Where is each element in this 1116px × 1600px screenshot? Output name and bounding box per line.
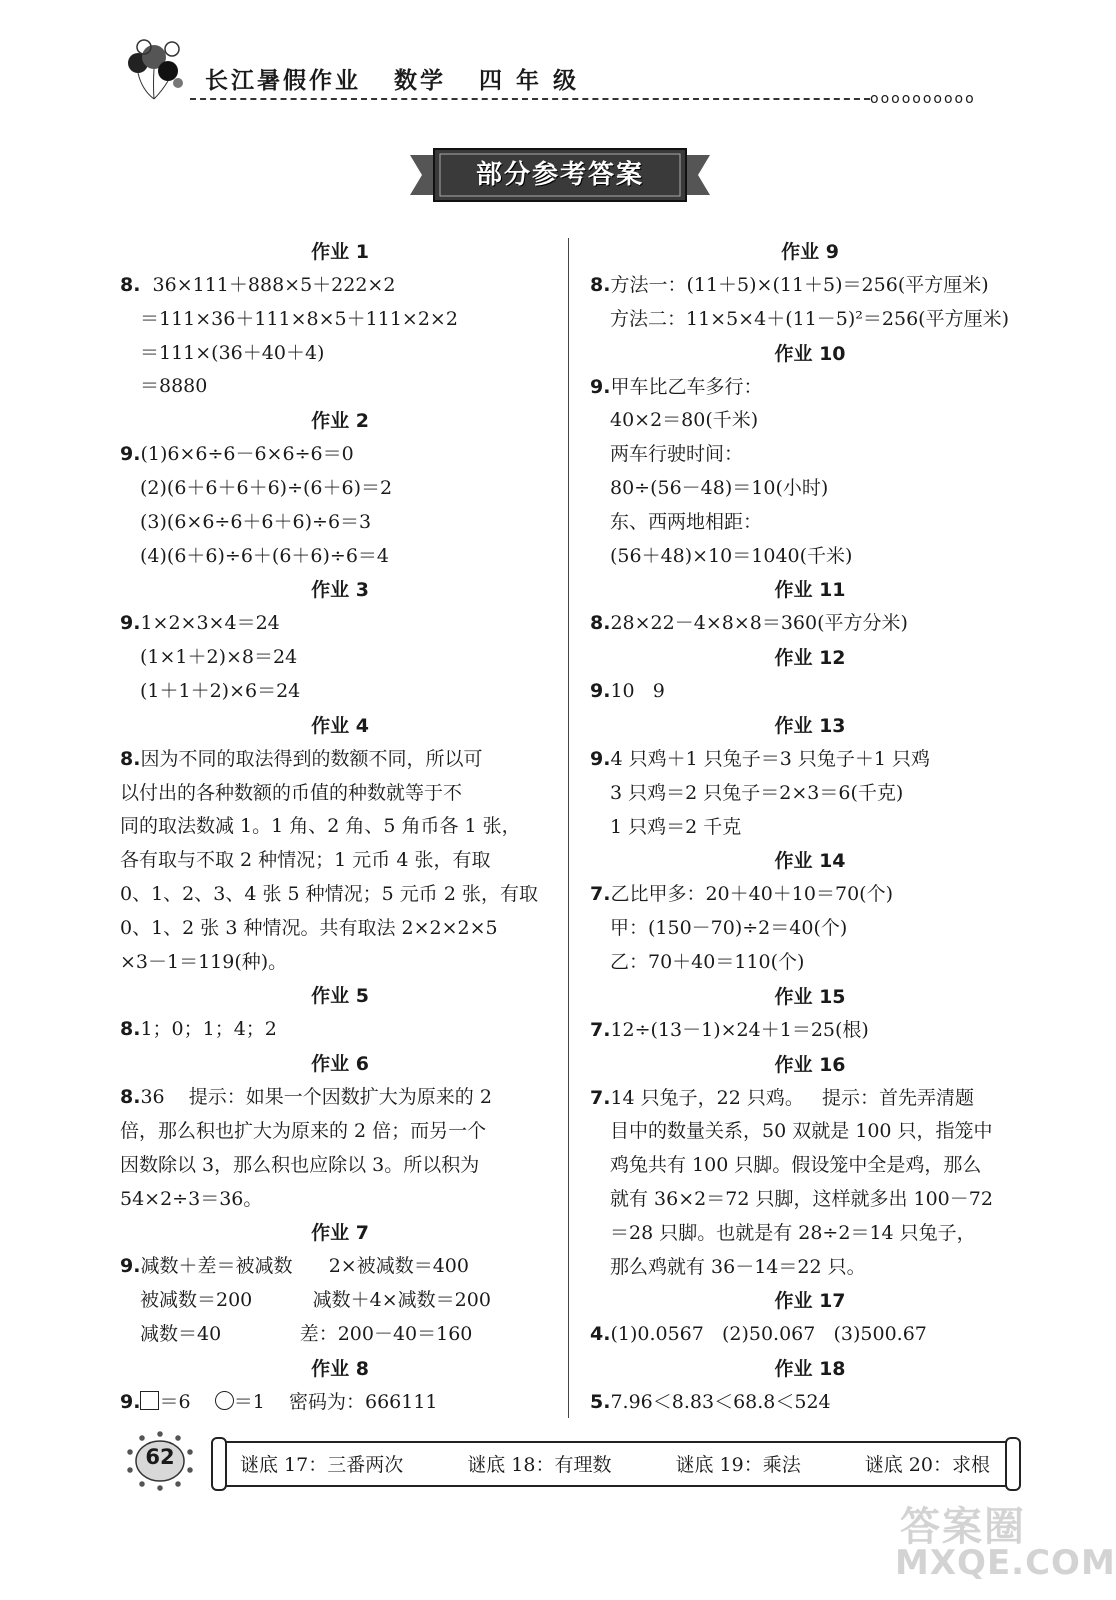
watermark (890, 1495, 1116, 1595)
question-number: 9. (590, 680, 611, 703)
section-title: 作业 10 (774, 342, 846, 365)
question-number: 8. (590, 612, 611, 635)
answer-line (120, 438, 560, 472)
question-number: 9. (120, 1390, 141, 1413)
column-divider (568, 238, 569, 1418)
header-title (205, 62, 601, 95)
answer-text: 10 9 (610, 680, 665, 703)
answer-text: 4 只鸡＋1 只兔子＝3 只兔子＋1 只鸡 (610, 747, 930, 770)
series-name: 长江暑假作业 (205, 68, 361, 94)
answer-line: 80÷(56－48)＝10(小时) (610, 476, 829, 499)
header-divider (190, 98, 870, 100)
answer-line (120, 269, 560, 303)
section-title: 作业 14 (774, 850, 846, 873)
answer-line (590, 878, 1030, 912)
grade-name: 四 年 级 (479, 68, 580, 94)
question-number: 5. (590, 1391, 611, 1414)
answer-line: ＝111×(36＋40＋4) (140, 341, 325, 364)
question-number: 8. (590, 274, 611, 296)
answer-line (590, 607, 1030, 641)
answer-line (120, 1250, 560, 1284)
question-number: 7. (590, 1086, 611, 1109)
answer-text: 因为不同的取法得到的数额不同，所以可 (140, 747, 483, 770)
watermark-logo: 答案圈 (900, 1504, 1026, 1550)
answer-line: 两车行驶时间： (610, 443, 744, 466)
question-number: 9. (590, 375, 611, 398)
answer-line: 同的取法数减 1。1 角、2 角、5 角币各 1 张， (120, 815, 521, 838)
answer-line: ×3－1＝119(种)。 (120, 950, 288, 973)
answer-line: 因数除以 3，那么积也应除以 3。所以积为 (120, 1153, 480, 1176)
answer-line: ＝111×36＋111×8×5＋111×2×2 (140, 307, 458, 330)
answer-line: (56＋48)×10＝1040(千米) (610, 544, 853, 567)
question-number: 8. (120, 274, 141, 296)
answer-line (590, 1386, 1030, 1420)
answer-text: (1)6×6÷6－6×6÷6＝0 (140, 443, 354, 466)
answer-line: 方法二：11×5×4＋(11－5)²＝256(平方厘米) (610, 307, 1009, 330)
answer-text: 7.96＜8.83＜68.8＜524 (610, 1391, 831, 1414)
question-number: 8. (120, 747, 141, 770)
watermark-url: MXQE.COM (895, 1543, 1116, 1583)
answer-line (120, 607, 560, 641)
balloons-logo-icon (120, 35, 200, 105)
question-number: 4. (590, 1323, 611, 1346)
answer-text: 28×22－4×8×8＝360(平方分米) (610, 612, 908, 635)
square-value: ＝6 (159, 1390, 191, 1413)
answer-line (590, 1318, 1030, 1352)
answer-line: 东、西两地相距： (610, 510, 763, 533)
answer-line: 0、1、2 张 3 种情况。共有取法 2×2×2×5 (120, 916, 498, 939)
question-number: 9. (120, 443, 141, 466)
answer-text: 1×2×3×4＝24 (140, 612, 280, 635)
section-title: 作业 18 (774, 1358, 846, 1381)
title-banner (410, 147, 710, 203)
answer-line: (1×1＋2)×8＝24 (140, 646, 298, 669)
section-title: 作业 9 (781, 241, 839, 263)
section-title: 作业 2 (311, 410, 369, 433)
answer-line: 被减数＝200 减数＋4×减数＝200 (140, 1289, 491, 1312)
answer-line (120, 1386, 560, 1420)
answer-line: 40×2＝80(千米) (610, 409, 759, 432)
section-title: 作业 8 (311, 1357, 369, 1380)
section-title: 作业 16 (774, 1053, 846, 1076)
answer-line: 减数＝40 差：200－40＝160 (140, 1322, 473, 1345)
answer-line: 目中的数量关系，50 双就是 100 只，指笼中 (610, 1120, 993, 1143)
answer-line: 0、1、2、3、4 张 5 种情况；5 元币 2 张，有取 (120, 882, 538, 905)
answer-line: 3 只鸡＝2 只兔子＝2×3＝6(千克) (610, 781, 904, 804)
answer-line (590, 675, 1030, 709)
question-number: 8. (120, 1018, 141, 1041)
answer-line: 鸡兔共有 100 只脚。假设笼中全是鸡，那么 (610, 1154, 982, 1177)
header-dots: oooooooooo (870, 91, 976, 107)
section-title: 作业 1 (311, 241, 369, 263)
banner-title: 部分参考答案 (475, 160, 644, 190)
answer-line: 以付出的各种数额的币值的种数就等于不 (120, 781, 463, 804)
answer-line: 倍，那么积也扩大为原来的 2 倍；而另一个 (120, 1119, 487, 1142)
answer-text: 14 只兔子，22 只鸡。 提示：首先弄清题 (610, 1086, 975, 1109)
square-symbol-icon (140, 1391, 159, 1410)
riddle-20: 谜底 20：求根 (864, 1454, 990, 1476)
answer-line: (2)(6＋6＋6＋6)÷(6＋6)＝2 (140, 476, 393, 499)
answer-line: 就有 36×2＝72 只脚，这样就多出 100－72 (610, 1187, 993, 1210)
question-number: 8. (120, 1086, 141, 1109)
section-title: 作业 6 (311, 1053, 369, 1076)
answer-text: 1；0；1；4；2 (140, 1018, 277, 1041)
section-title: 作业 12 (774, 647, 846, 670)
question-number: 7. (590, 1018, 611, 1041)
riddle-answers (240, 1450, 990, 1480)
answer-line: (4)(6＋6)÷6＋(6＋6)÷6＝4 (140, 544, 390, 567)
answer-line: 那么鸡就有 36－14＝22 只。 (610, 1255, 866, 1278)
answer-line: (1＋1＋2)×6＝24 (140, 679, 301, 702)
answer-line: 甲：(150－70)÷2＝40(个) (610, 917, 848, 940)
answer-text: 方法一：(11＋5)×(11＋5)＝256(平方厘米) (610, 274, 989, 296)
page-number: 62 (145, 1445, 175, 1469)
section-title: 作业 15 (774, 985, 846, 1008)
question-number: 9. (120, 1255, 141, 1278)
circle-value: ＝1 (233, 1390, 265, 1413)
question-number: 9. (590, 747, 611, 770)
answer-line: 54×2÷3＝36。 (120, 1187, 263, 1210)
answer-text: 乙比甲多：20＋40＋10＝70(个) (610, 883, 893, 906)
section-title: 作业 13 (774, 714, 846, 737)
answer-line (120, 743, 560, 777)
answer-line (590, 743, 1030, 777)
left-column (120, 235, 560, 1420)
riddle-19: 谜底 19：乘法 (675, 1454, 801, 1476)
answer-text: 36×111＋888×5＋222×2 (140, 274, 396, 296)
answer-line: 乙：70＋40＝110(个) (610, 950, 805, 973)
answer-line (590, 269, 1030, 303)
page-header (0, 0, 1073, 125)
riddle-17: 谜底 17：三番两次 (240, 1454, 404, 1476)
answer-text: (1)0.0567 (2)50.067 (3)500.67 (610, 1323, 927, 1346)
section-title: 作业 17 (774, 1290, 846, 1313)
section-title: 作业 3 (311, 579, 369, 602)
answer-text: 甲车比乙车多行： (610, 375, 763, 398)
answer-line: ＝28 只脚。也就是有 28÷2＝14 只兔子， (610, 1221, 976, 1244)
answer-line: 各有取与不取 2 种情况；1 元币 4 张，有取 (120, 849, 491, 872)
riddle-18: 谜底 18：有理数 (467, 1454, 612, 1476)
answer-line (120, 1081, 560, 1115)
answer-line (120, 1013, 560, 1047)
answer-line (590, 1082, 1030, 1116)
answer-text: 12÷(13－1)×24＋1＝25(根) (610, 1018, 869, 1041)
password-text: 密码为：666111 (288, 1390, 438, 1413)
answer-line: 1 只鸡＝2 千克 (610, 815, 742, 838)
answer-line (590, 1014, 1030, 1048)
circle-symbol-icon (215, 1391, 234, 1410)
subject-name: 数学 (394, 68, 447, 94)
question-number: 9. (120, 612, 141, 635)
section-title: 作业 4 (311, 714, 369, 737)
answer-line (590, 371, 1030, 405)
section-title: 作业 5 (311, 985, 369, 1008)
answer-text: 减数＋差＝被减数 2×被减数＝400 (140, 1255, 469, 1278)
answer-line: ＝8880 (140, 375, 208, 398)
section-title: 作业 7 (311, 1222, 369, 1245)
answer-text: 36 提示：如果一个因数扩大为原来的 2 (140, 1086, 492, 1109)
answer-line: (3)(6×6÷6＋6＋6)÷6＝3 (140, 510, 372, 533)
question-number: 7. (590, 883, 611, 906)
section-title: 作业 11 (774, 579, 846, 602)
right-column (590, 235, 1030, 1420)
